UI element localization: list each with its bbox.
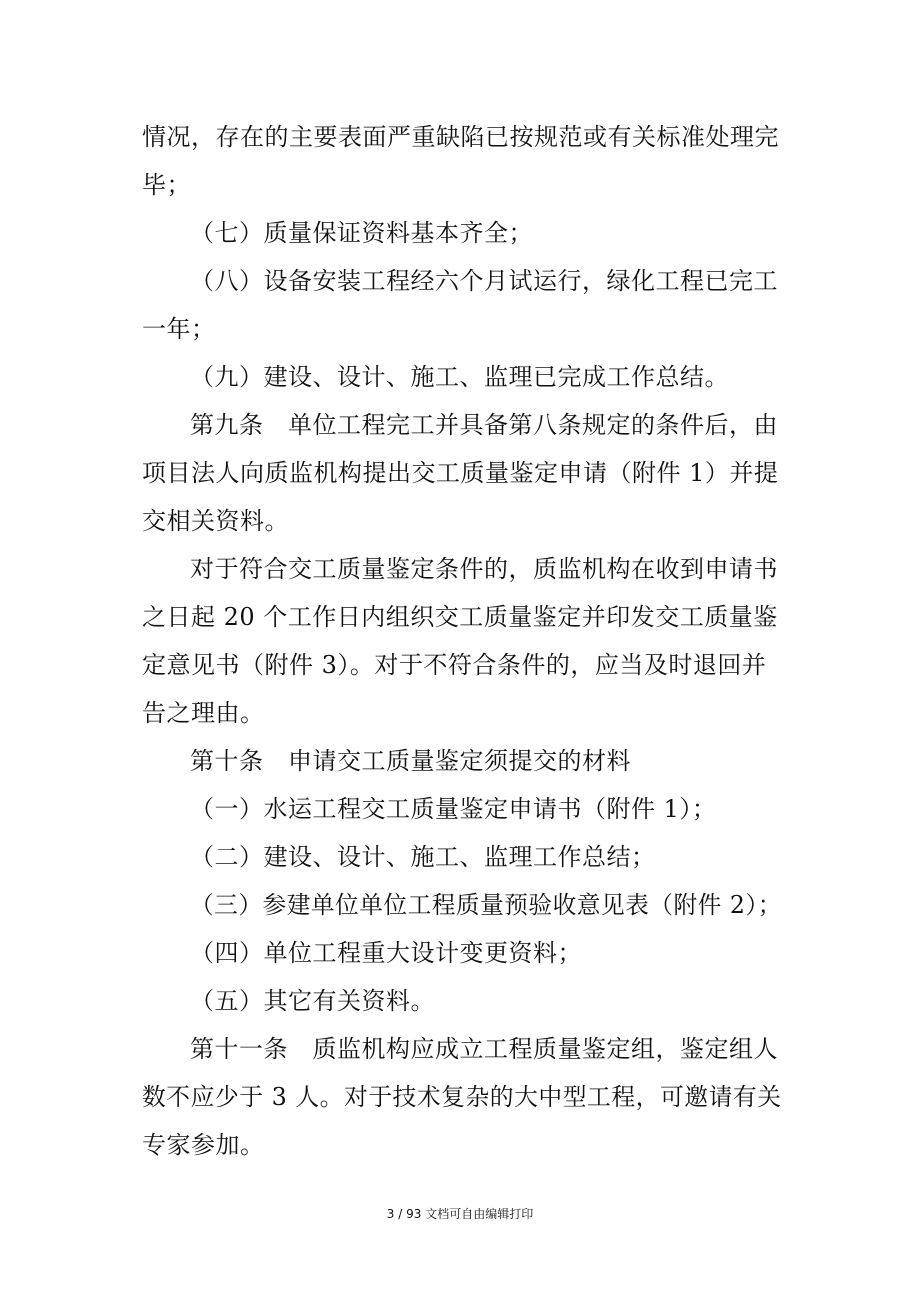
text-line-14: 第十条 申请交工质量鉴定须提交的材料 (190, 747, 631, 775)
text-line-9: 交相关资料。 (142, 507, 289, 535)
text-line-18: （四）单位工程重大设计变更资料； (190, 939, 582, 967)
text-line-6: （九）建设、设计、施工、监理已完成工作总结。 (190, 363, 729, 391)
text-line-17: （三）参建单位单位工程质量预验收意见表（附件 2）； (190, 891, 782, 919)
text-line-22: 专家参加。 (142, 1131, 265, 1159)
text-line-19: （五）其它有关资料。 (190, 987, 435, 1015)
text-line-7: 第九条 单位工程完工并具备第八条规定的条件后，由 (190, 411, 778, 439)
text-line-2: 毕； (142, 171, 191, 199)
text-line-13: 告之理由。 (142, 699, 265, 727)
text-line-1: 情况，存在的主要表面严重缺陷已按规范或有关标准处理完 (142, 123, 779, 151)
text-line-16: （二）建设、设计、施工、监理工作总结； (190, 843, 656, 871)
text-line-15: （一）水运工程交工质量鉴定申请书（附件 1）； (190, 795, 717, 823)
text-line-21: 数不应少于 3 人。对于技术复杂的大中型工程，可邀请有关 (142, 1083, 782, 1111)
text-line-3: （七）质量保证资料基本齐全； (190, 219, 533, 247)
text-line-5: 一年； (142, 315, 216, 343)
text-line-20: 第十一条 质监机构应成立工程质量鉴定组，鉴定组人 (190, 1035, 778, 1063)
text-line-12: 定意见书（附件 3）。对于不符合条件的，应当及时退回并 (142, 651, 767, 679)
text-line-11: 之日起 20 个工作日内组织交工质量鉴定并印发交工质量鉴 (142, 603, 778, 631)
page-footer: 3 / 93 文档可自由编辑打印 (386, 1207, 534, 1221)
text-line-10: 对于符合交工质量鉴定条件的，质监机构在收到申请书 (190, 555, 778, 583)
text-line-8: 项目法人向质监机构提出交工质量鉴定申请（附件 1）并提 (142, 459, 779, 487)
text-line-4: （八）设备安装工程经六个月试运行，绿化工程已完工 (190, 267, 778, 295)
